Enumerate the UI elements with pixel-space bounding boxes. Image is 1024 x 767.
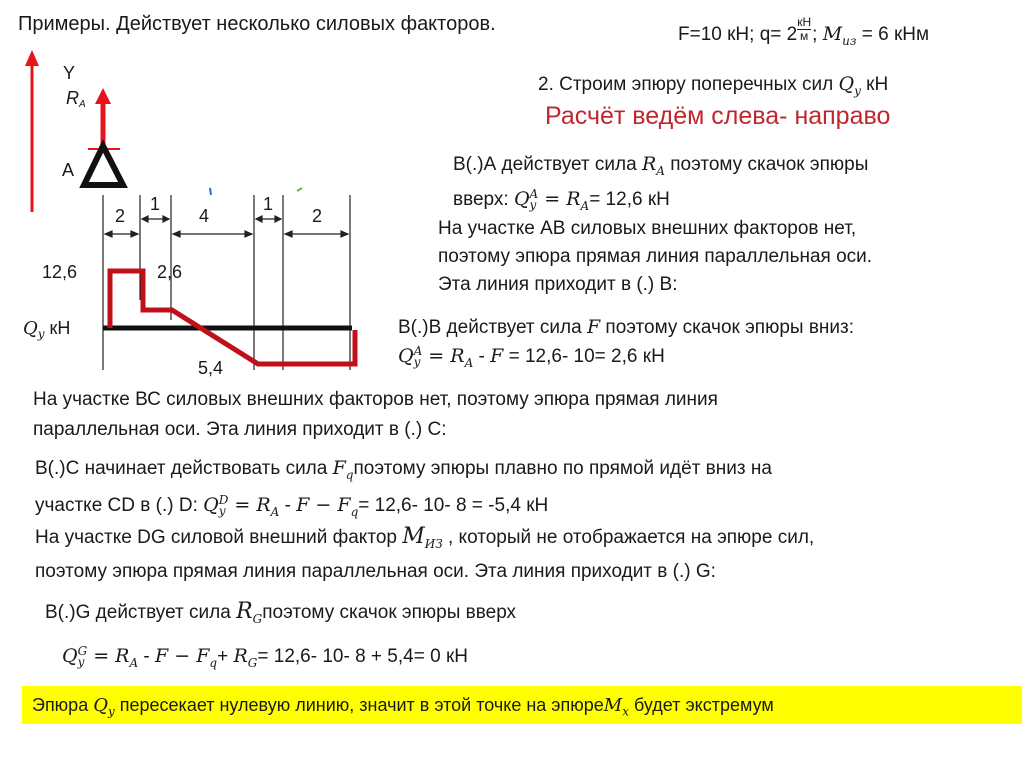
point-g-equation: Q G y = $R_A - F - F_q+ R_G= 12,6-$ 10- 8 + 5,4= 0 кН xyxy=(62,643,468,670)
point-g-text: В(.)G действует сила $R_Gпоэтому$ скачок эпюры вверх xyxy=(45,599,517,626)
dim-bc: 1 xyxy=(150,194,161,214)
value-2-6: 2,6 xyxy=(157,262,183,282)
reaction-arrow-head xyxy=(95,88,111,104)
dim-cd: 4 xyxy=(199,206,210,226)
dim-eg: 2 xyxy=(312,206,323,226)
epure-label: $Q_y$ кН xyxy=(23,318,71,341)
segment-ab-text: На участке АВ силовых внешних факторов нет, поэтому эпюра прямая линия параллельная оси. Эта линия приходит в (.) В: xyxy=(438,218,873,295)
step-heading: 2. Строим эпюру поперечных сил $Q_y$ кН xyxy=(538,73,889,98)
blue-mark xyxy=(210,188,211,195)
shear-epure xyxy=(110,271,355,364)
value-5-4: 5,4 xyxy=(198,358,224,378)
pin-support xyxy=(84,146,123,185)
conclusion-banner: Эпюра $Q_y$ пересекает нулевую линию, значит в этой точке на эпюреM$_x$ будет экстремум xyxy=(22,686,1022,724)
y-axis-arrowhead xyxy=(25,50,39,66)
segment-dg-text: На участке DG силовой внешний фактор $M_{ИЗ}$ , который не отображается на эпюре сил, поэтому эпюра прямая линия параллельная оси. Эта линия приходит в (.) G: xyxy=(35,524,815,582)
point-a-text: В(.)А действует сила $R_A$ поэтому скачок эпюры вверх: Q A y = $R_A= 12,6$ кН xyxy=(453,153,869,213)
value-12-6: 12,6 xyxy=(42,262,78,282)
given-values: F=10 кН; q= 2 кН м ; $M_{из} = 6$ кНм xyxy=(678,15,930,48)
y-axis-label: Y xyxy=(63,63,76,83)
point-c-text: В(.)С начинает действовать сила $F_qпоэтому$ эпюры плавно по прямой идёт вниз на участке CD в (.) D: Q D y = $R_A - F - F_q= 12,6-$ 10- 8 = -5,4 кН xyxy=(35,457,772,519)
slide-title: Примеры. Действует несколько силовых факторов. xyxy=(18,13,496,35)
green-mark xyxy=(297,188,302,191)
support-label: A xyxy=(62,160,75,180)
reaction-label: RA xyxy=(66,88,86,110)
dim-de: 1 xyxy=(263,194,274,214)
segment-bc-text: На участке ВС силовых внешних факторов нет, поэтому эпюра прямая линия параллельная оси. Эта линия приходит в (.) С: xyxy=(33,389,718,440)
calc-direction: Расчёт ведём слева- направо xyxy=(545,102,891,130)
point-b-text: В(.)В действует сила F поэтому скачок эпюры вниз: Q A y = $R_A - F = 12,6-$ 10= 2,6 кН xyxy=(398,316,855,370)
dim-ab: 2 xyxy=(115,206,126,226)
